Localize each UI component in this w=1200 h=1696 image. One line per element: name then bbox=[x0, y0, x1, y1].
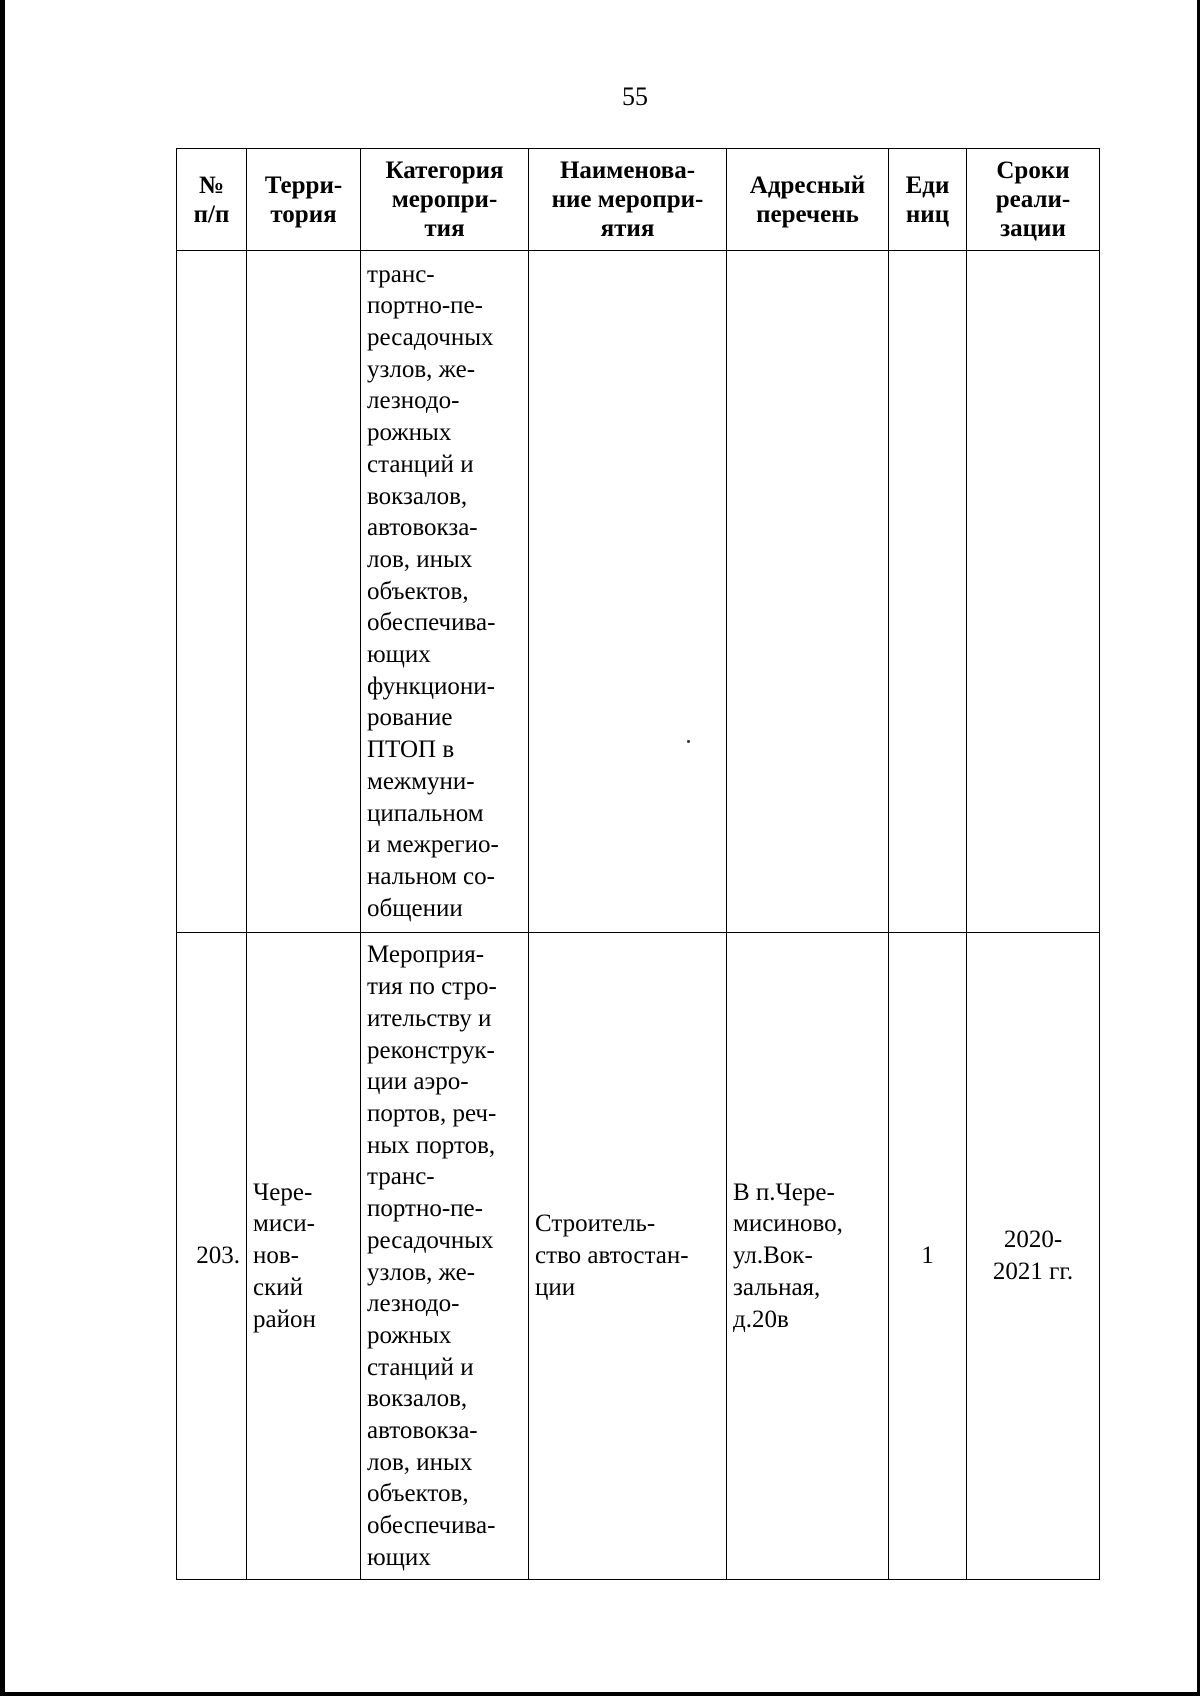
cell-address: В п.Чере- мисиново, ул.Вок- зальная, д.20в bbox=[727, 933, 889, 1580]
cell-units bbox=[889, 251, 967, 933]
page-number: 55 bbox=[622, 82, 648, 111]
cell-address bbox=[727, 251, 889, 933]
header-num: № п/п bbox=[177, 149, 247, 251]
header-category: Категория меропри- тия bbox=[361, 149, 529, 251]
header-terms: Сроки реали- зации bbox=[967, 149, 1100, 251]
cell-territory bbox=[247, 251, 361, 933]
cell-num bbox=[177, 251, 247, 933]
header-units: Еди ниц bbox=[889, 149, 967, 251]
measures-table bbox=[176, 148, 1100, 1580]
cell-terms: 2020- 2021 гг. bbox=[967, 933, 1100, 1580]
table-row bbox=[177, 251, 1100, 933]
scan-speck bbox=[687, 740, 690, 743]
table-row bbox=[177, 933, 1100, 1580]
cell-name bbox=[529, 251, 727, 933]
cell-territory: Чере- миси- нов- ский район bbox=[247, 933, 361, 1580]
scan-edge-left bbox=[0, 0, 5, 1696]
scan-edge-bottom bbox=[0, 1692, 1200, 1696]
cell-units: 1 bbox=[889, 933, 967, 1580]
header-address: Адресный перечень bbox=[727, 149, 889, 251]
cell-category: Мероприя- тия по стро- ительству и реконструк- ции аэро- портов, реч- ных портов, транс- портно-пе- ресадочных узлов, же- лезнодо- рожных станций и вокзалов, автовокза- лов, иных объектов, обеспечива- ющих bbox=[361, 933, 529, 1580]
cell-name: Строитель- ство автостан- ции bbox=[529, 933, 727, 1580]
cell-terms bbox=[967, 251, 1100, 933]
cell-category: транс- портно-пе- ресадочных узлов, же- лезнодо- рожных станций и вокзалов, автовокза- лов, иных объектов, обеспечива- ющих функциони- рование ПТОП в межмуни- ципальном и межрегио- нальном со- общении bbox=[361, 251, 529, 933]
table-header-row bbox=[177, 149, 1100, 251]
cell-num: 203. bbox=[177, 933, 247, 1580]
header-territory: Терри- тория bbox=[247, 149, 361, 251]
header-name: Наименова- ние меропри- ятия bbox=[529, 149, 727, 251]
